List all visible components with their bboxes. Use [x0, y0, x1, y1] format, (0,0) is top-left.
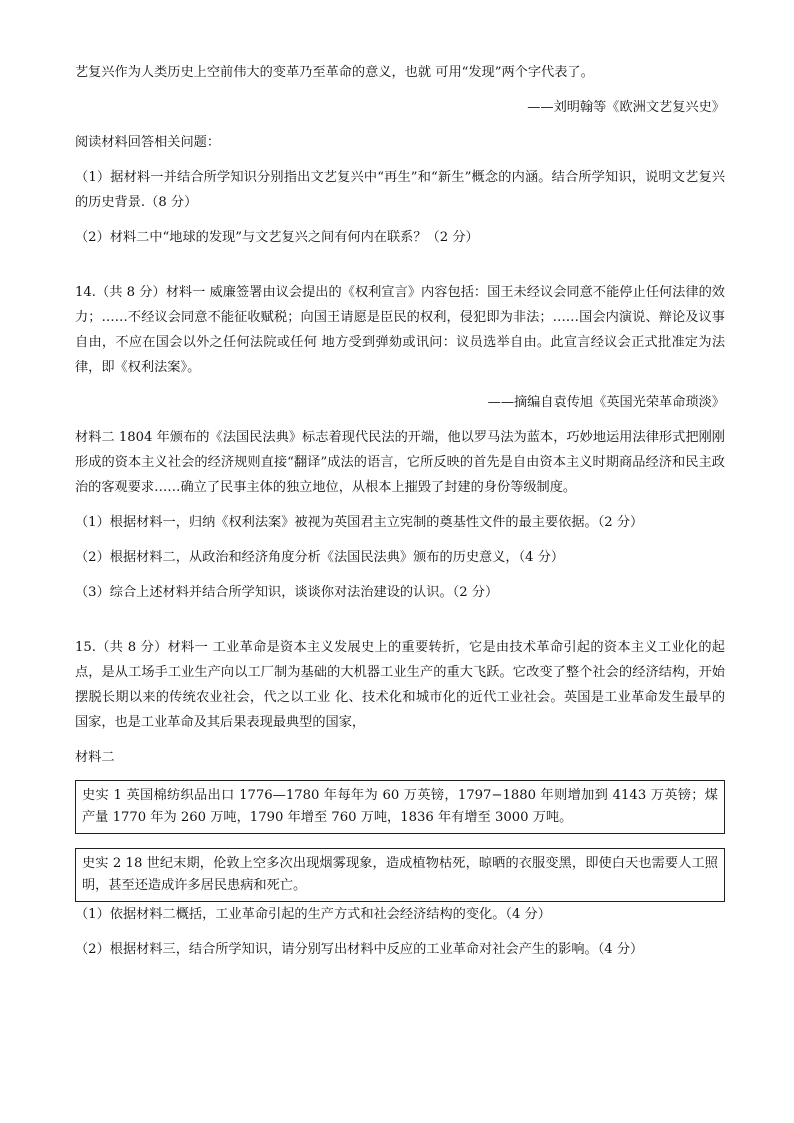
- q14-material-1: 14.（共 8 分）材料一 威廉签署由议会提出的《权利宣言》内容包括：国王未经议会同意不能停止任何法律的效力；……不经议会同意不能征收赋税；向国王请愿是臣民的权利，侵犯即为非法；……国会内演说、辩论及议事自由，不应在国会以外之任何法院或任何 地方受到弹劾或讯问：议员选举自由。此宣言经议会正式批准定为法律，即《权利法案》。: [75, 285, 725, 375]
- q15-material-2-label: 材料二: [75, 750, 115, 765]
- q15-fact-2: 史实 2 18 世纪末期，伦敦上空多次出现烟雾现象，造成植物枯死，晾晒的衣服变黑，即使白天也需要人工照明，甚至还造成许多居民患病和死亡。: [82, 856, 718, 893]
- q15-question-2: （2）根据材料三，结合所学知识，请分别写出材料中反应的工业革命对社会产生的影响。（4 分）: [75, 942, 644, 957]
- q14-material-2: 材料二 1804 年颁布的《法国民法典》标志着现代民法的开端，他以罗马法为蓝本，巧妙地运用法律形式把刚刚形成的资本主义社会的经济规则直接“翻译”成法的语言，它所反映的首先是自由资本主义时期商品经济和民主政治的客观要求……确立了民事主体的独立地位，从根本上摧毁了封建的身份等级制度。: [75, 430, 725, 495]
- q15-fact-1: 史实 1 英国棉纺织品出口 1776—1780 年每年为 60 万英镑，1797−1880 年则增加到 4143 万英镑；煤产量 1770 年为 260 万吨，1790 年增至 760 万吨，1836 年有增至 3000 万吨。: [82, 788, 718, 825]
- intro-question-2: （2）材料二中“地球的发现”与文艺复兴之间有何内在联系？（2 分）: [75, 230, 479, 245]
- q14-question-2: （2）根据材料二，从政治和经济角度分析《法国民法典》颁布的历史意义，（4 分）: [75, 550, 565, 565]
- q15-fact-2-box: [75, 848, 725, 902]
- intro-source: ——刘明翰等《欧洲文艺复兴史》: [527, 100, 725, 115]
- q15-question-1: （1）依据材料二概括，工业革命引起的生产方式和社会经济结构的变化。（4 分）: [75, 907, 551, 922]
- q15-fact-1-box: [75, 780, 725, 834]
- q15-material-1: 15.（共 8 分）材料一 工业革命是资本主义发展史上的重要转折，它是由技术革命引起的资本主义工业化的起点，是从工场手工业生产向以工厂制为基础的大机器工业生产的重大飞跃。它改变了整个社会的经济结构，开始摆脱长期以来的传统农业社会，代之以工业 化、技术化和城市化的近代工业社会。英国是工业革命发生最早的国家，也是工业革命及其后果表现最典型的国家，: [75, 640, 725, 730]
- intro-text: 艺复兴作为人类历史上空前伟大的变革乃至革命的意义，也就 可用“发现”两个字代表了。: [75, 65, 594, 80]
- document-page: [75, 60, 725, 962]
- q14-question-1: （1）根据材料一，归纳《权利法案》被视为英国君主立宪制的奠基性文件的最主要依据。（2 分）: [75, 515, 644, 530]
- q14-question-3: （3）综合上述材料并结合所学知识，谈谈你对法治建设的认识。（2 分）: [75, 585, 499, 600]
- q14-source-1: ——摘编自袁传旭《英国光荣革命琐淡》: [487, 395, 725, 410]
- intro-question-1: （1）据材料一并结合所学知识分别指出文艺复兴中“再生”和“新生”概念的内涵。结合所学知识，说明文艺复兴的历史背景.（8 分）: [75, 170, 725, 210]
- reading-prompt: 阅读材料回答相关问题：: [75, 135, 221, 150]
